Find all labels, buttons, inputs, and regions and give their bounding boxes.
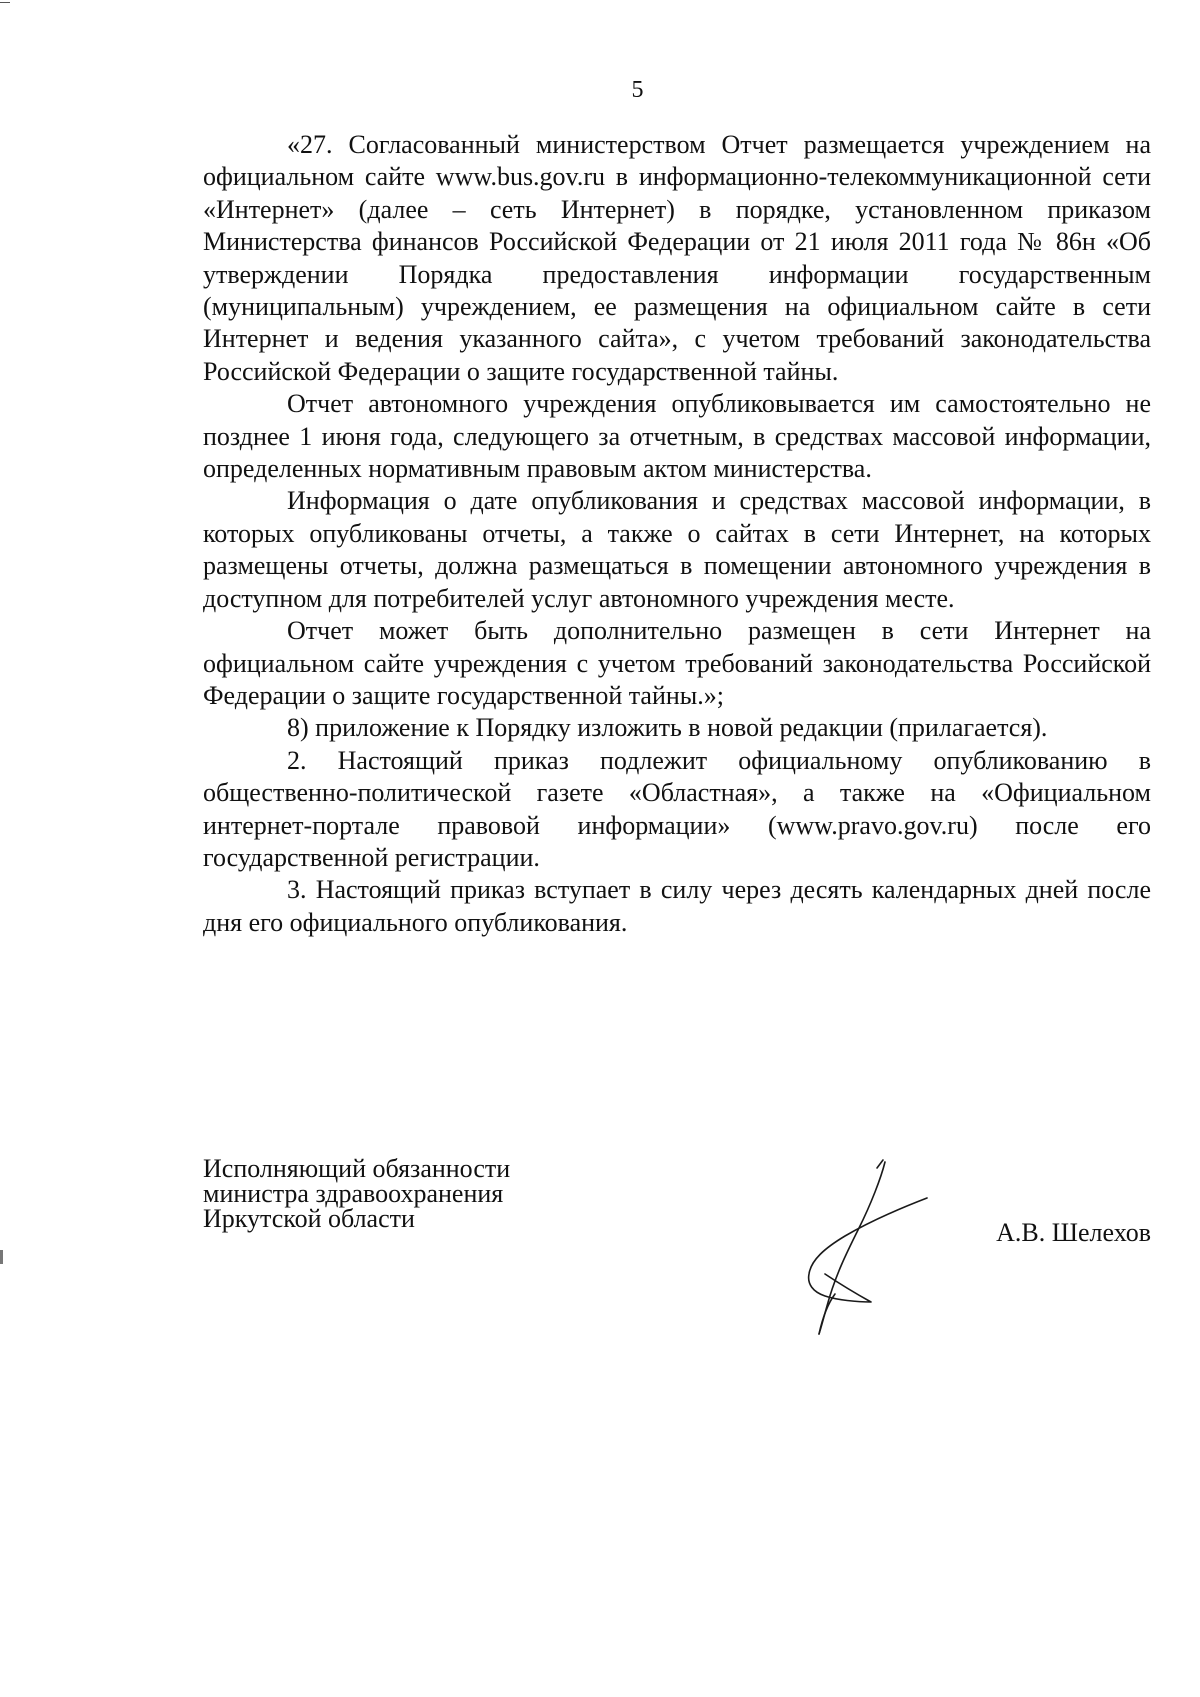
paragraph-report-publication: Отчет автономного учреждения опубликовывается им самостоятельно не позднее 1 июня года, следующего за отчетным, в средствах массовой информации, определенных нормативным правовым актом министерства. <box>203 389 1151 484</box>
paragraph-appendix: 8) приложение к Порядку изложить в новой редакции (прилагается). <box>287 713 1048 743</box>
signer-title-line: Исполняющий обязанности <box>203 1154 511 1183</box>
signer-title <box>203 1156 510 1231</box>
signer-title-line: Иркутской области <box>203 1204 415 1233</box>
paragraph-publication-order: 2. Настоящий приказ подлежит официальному опубликованию в общественно-политической газете «Областная», а также на «Официальном интернет-портале правовой информации» (www.pravo.gov.ru) после его государственной регистрации. <box>203 745 1151 872</box>
scan-edge-mark <box>0 1250 3 1264</box>
page-number: 5 <box>631 77 644 103</box>
signer-title-line: министра здравоохранения <box>203 1179 504 1208</box>
paragraph-effective-date: 3. Настоящий приказ вступает в силу через десять календарных дней после дня его официального опубликования. <box>203 875 1151 937</box>
paragraph-report-website: Отчет может быть дополнительно размещен в сети Интернет на официальном сайте учреждения с учетом требований законодательства Российской Федерации о защите государственной тайны.»; <box>203 616 1151 710</box>
paragraph-publication-info: Информация о дате опубликования и средствах массовой информации, в которых опубликованы отчеты, а также о сайтах в сети Интернет, на которых размещены отчеты, должна размещаться в помещении автономного учреждения в доступном для потребителей услуг автономного учреждения месте. <box>203 486 1151 613</box>
scan-edge-mark <box>0 2 10 3</box>
paragraph-item-27: «27. Согласованный министерством Отчет размещается учреждением на официальном сайте www.bus.gov.ru в информационно-телекоммуникационной сети «Интернет» (далее – сеть Интернет) в порядке, установленном приказом Министерства финансов Российской Федерации от 21 июля 2011 года № 86н «Об утверждении Порядка предоставления информации государственным (муниципальным) учреждением, ее размещения на официальном сайте в сети Интернет и ведения указанного сайта», с учетом требований законодательства Российской Федерации о защите государственной тайны. <box>203 130 1151 386</box>
document-body <box>203 129 1151 939</box>
signer-name: А.В. Шелехов <box>996 1218 1151 1247</box>
handwritten-signature-icon <box>773 1156 953 1336</box>
signature-block <box>203 1156 1151 1336</box>
